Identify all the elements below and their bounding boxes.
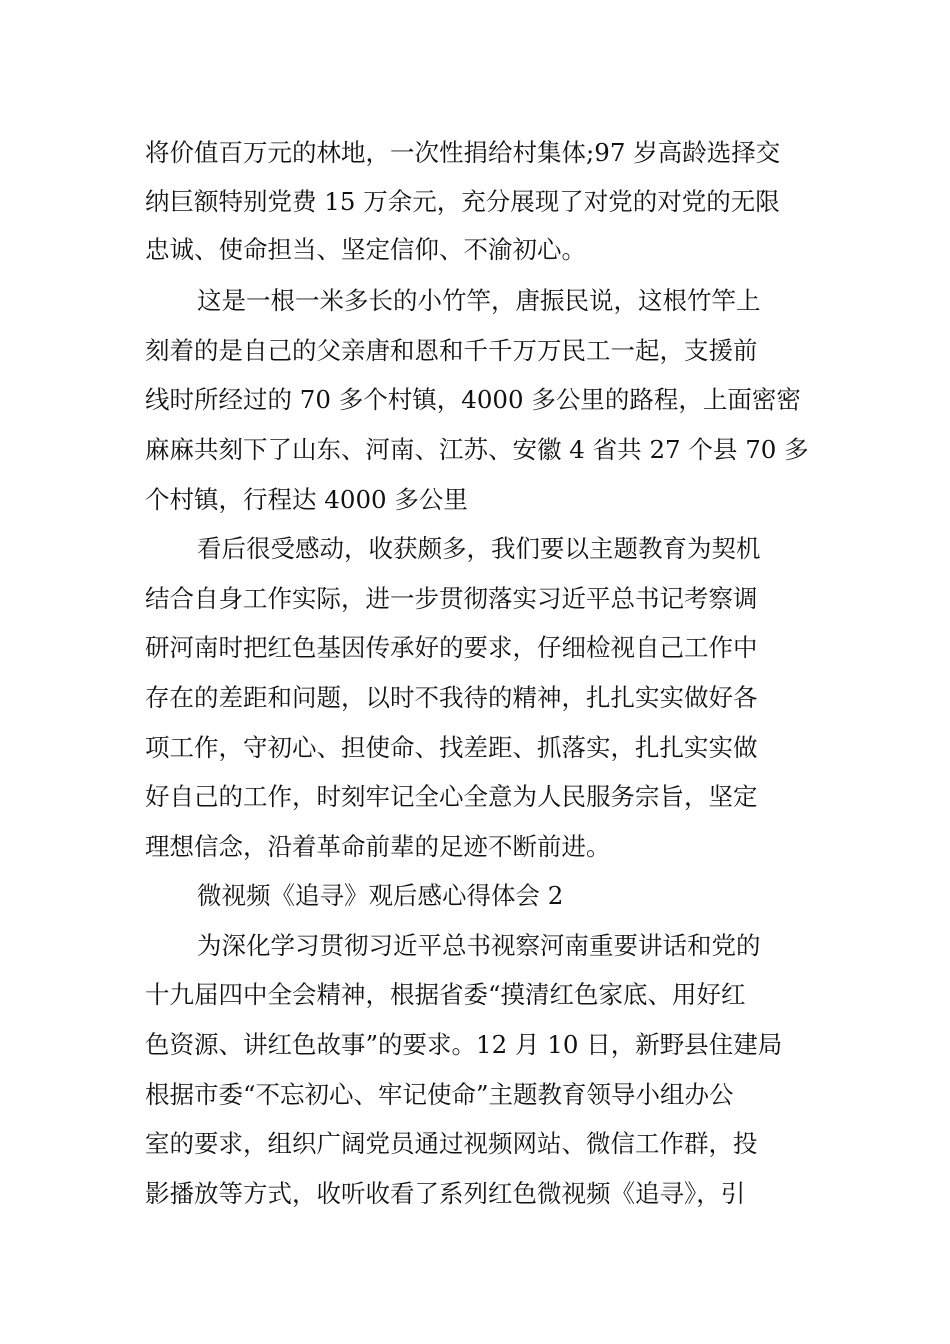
paragraph-first-line: 这是一根一米多长的小竹竿，唐振民说，这根竹竿上 — [197, 286, 761, 315]
text-line: 麻麻共刻下了山东、河南、江苏、安徽 4 省共 27 个县 70 多 — [145, 435, 809, 464]
paragraph-first-line: 为深化学习贯彻习近平总书视察河南重要讲话和党的 — [197, 931, 761, 960]
text-line: 忠诚、使命担当、坚定信仰、不渝初心。 — [145, 235, 586, 264]
paragraph-first-line: 看后很受感动，收获颇多，我们要以主题教育为契机 — [197, 534, 761, 563]
text-line: 结合自身工作实际，进一步贯彻落实习近平总书记考察调 — [145, 584, 758, 613]
text-line: 理想信念，沿着革命前辈的足迹不断前进。 — [145, 832, 611, 861]
text-line: 线时所经过的 70 多个村镇，4000 多公里的路程，上面密密 — [145, 385, 801, 414]
text-line: 色资源、讲红色故事”的要求。12 月 10 日，新野县住建局 — [145, 1030, 783, 1059]
text-line: 将价值百万元的林地，一次性捐给村集体;97 岁高龄选择交 — [145, 138, 781, 167]
text-line: 纳巨额特别党费 15 万余元，充分展现了对党的对党的无限 — [145, 187, 780, 216]
text-line: 十九届四中全会精神，根据省委“摸清红色家底、用好红 — [145, 980, 746, 1009]
text-line: 影播放等方式，收听收看了系列红色微视频《追寻》，引 — [145, 1179, 746, 1208]
text-line: 项工作，守初心、担使命、找差距、抓落实，扎扎实实做 — [145, 733, 758, 762]
text-line: 室的要求，组织广阔党员通过视频网站、微信工作群，投 — [145, 1129, 758, 1158]
text-line: 个村镇，行程达 4000 多公里 — [145, 485, 468, 514]
text-line: 研河南时把红色基因传承好的要求，仔细检视自己工作中 — [145, 633, 758, 662]
text-line: 好自己的工作，时刻牢记全心全意为人民服务宗旨，坚定 — [145, 782, 758, 811]
section-heading: 微视频《追寻》观后感心得体会 2 — [197, 881, 564, 910]
text-line: 刻着的是自己的父亲唐和恩和千千万万民工一起，支援前 — [145, 336, 758, 365]
text-line: 存在的差距和问题，以时不我待的精神，扎扎实实做好各 — [145, 683, 758, 712]
text-line: 根据市委“不忘初心、牢记使命”主题教育领导小组办公 — [145, 1080, 734, 1109]
